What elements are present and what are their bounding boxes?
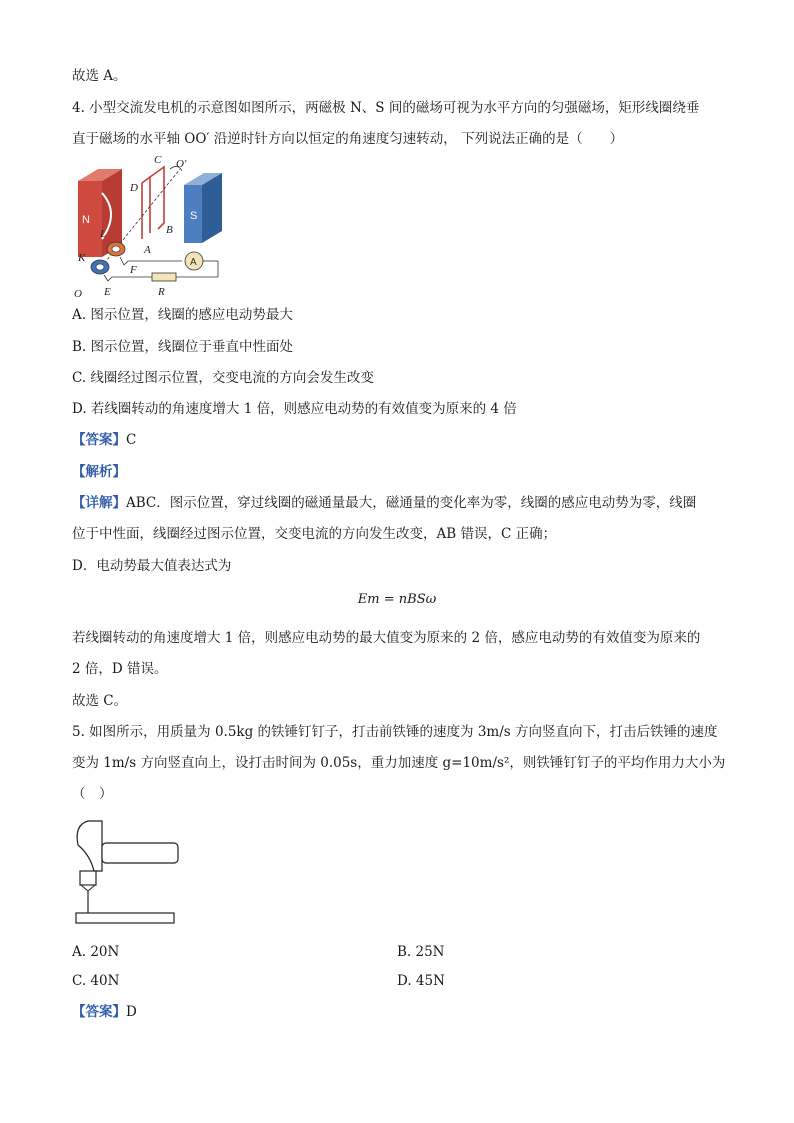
q5-option-c: C. 40N: [72, 973, 120, 989]
resistor-r: [152, 273, 176, 281]
q4-detail-line3: D．电动势最大值表达式为: [72, 558, 232, 574]
q4-stem-line2: 直于磁场的水平轴 OO′ 沿逆时针方向以恒定的角速度匀速转动， 下列说法正确的是（ ）: [72, 131, 624, 147]
q5-option-b: B. 25N: [397, 944, 445, 960]
q5-option-d: D. 45N: [397, 973, 445, 989]
label-d: D: [130, 182, 138, 194]
brush-e: [104, 275, 112, 281]
label-r: R: [158, 286, 165, 298]
label-c: C: [154, 154, 162, 166]
q4-option-a: A. 图示位置，线圈的感应电动势最大: [72, 307, 293, 323]
q4-option-d: D. 若线圈转动的角速度增大 1 倍，则感应电动势的有效值变为原来的 4 倍: [72, 401, 517, 417]
coil: [150, 167, 164, 233]
hammer-handle: [102, 843, 178, 863]
q4-detail-line5: 2 倍，D 错误。: [72, 661, 168, 677]
q4-option-b: B. 图示位置，线圈位于垂直中性面处: [72, 339, 294, 355]
label-e: E: [104, 286, 111, 298]
q4-conclusion: 故选 C。: [72, 693, 128, 709]
q4-detail-line1: 【详解】ABC．图示位置，穿过线圈的磁通量最大，磁通量的变化率为零，线圈的感应电动势为零，线圈: [72, 495, 697, 511]
answer-tag: 【答案】: [72, 432, 126, 448]
generator-figure: [72, 153, 232, 301]
board: [76, 913, 174, 923]
label-o-prime: O′: [176, 158, 187, 170]
q4-answer-row: [72, 430, 136, 450]
brush-f: [120, 257, 128, 265]
q4-option-c: C. 线圈经过图示位置，交变电流的方向会发生改变: [72, 370, 374, 386]
q5-stem-line1: 5. 如图所示，用质量为 0.5kg 的铁锤钉钉子，打击前铁锤的速度为 3m/s 方向竖直向下，打击后铁锤的速度: [72, 724, 718, 740]
q5-answer-row: [72, 1002, 137, 1022]
label-b: B: [166, 224, 173, 236]
previous-conclusion: 故选 A。: [72, 68, 127, 84]
q4-detail-line4: 若线圈转动的角速度增大 1 倍，则感应电动势的最大值变为原来的 2 倍，感应电动势的有效值变为原来的: [72, 630, 701, 646]
label-l: L: [100, 228, 107, 240]
q5-option-a: A. 20N: [72, 944, 120, 960]
answer-tag: 【答案】: [72, 1004, 126, 1020]
label-f: F: [130, 264, 137, 276]
hammer-head: [77, 821, 102, 871]
q4-stem-line1: 4. 小型交流发电机的示意图如图所示，两磁极 N、S 间的磁场可视为水平方向的匀强磁场，矩形线圈绕垂: [72, 100, 700, 116]
q5-stem-line2: 变为 1m/s 方向竖直向上，设打击时间为 0.05s，重力加速度 g=10m/s²，则铁锤钉钉子的平均作用力大小为: [72, 755, 726, 771]
ammeter-label: A: [190, 257, 197, 268]
label-o: O: [74, 288, 82, 300]
s-pole-magnet: [184, 173, 222, 243]
s-label: S: [190, 210, 198, 222]
n-label: N: [82, 214, 90, 226]
detail-tag: 【详解】: [72, 495, 126, 511]
formula: Em = nBSω: [357, 592, 437, 607]
q4-analysis-tag: 【解析】: [72, 464, 126, 480]
q4-detail-line2: 位于中性面，线圈经过图示位置，交变电流的方向发生改变，AB 错误，C 正确；: [72, 526, 557, 542]
label-k: K: [78, 252, 86, 264]
hammer-figure: [72, 815, 182, 927]
q5-stem-line3: （ ）: [72, 786, 113, 802]
q5-answer-value: D: [126, 1004, 137, 1020]
q4-answer-value: C: [126, 432, 137, 448]
label-a: A: [144, 244, 151, 256]
